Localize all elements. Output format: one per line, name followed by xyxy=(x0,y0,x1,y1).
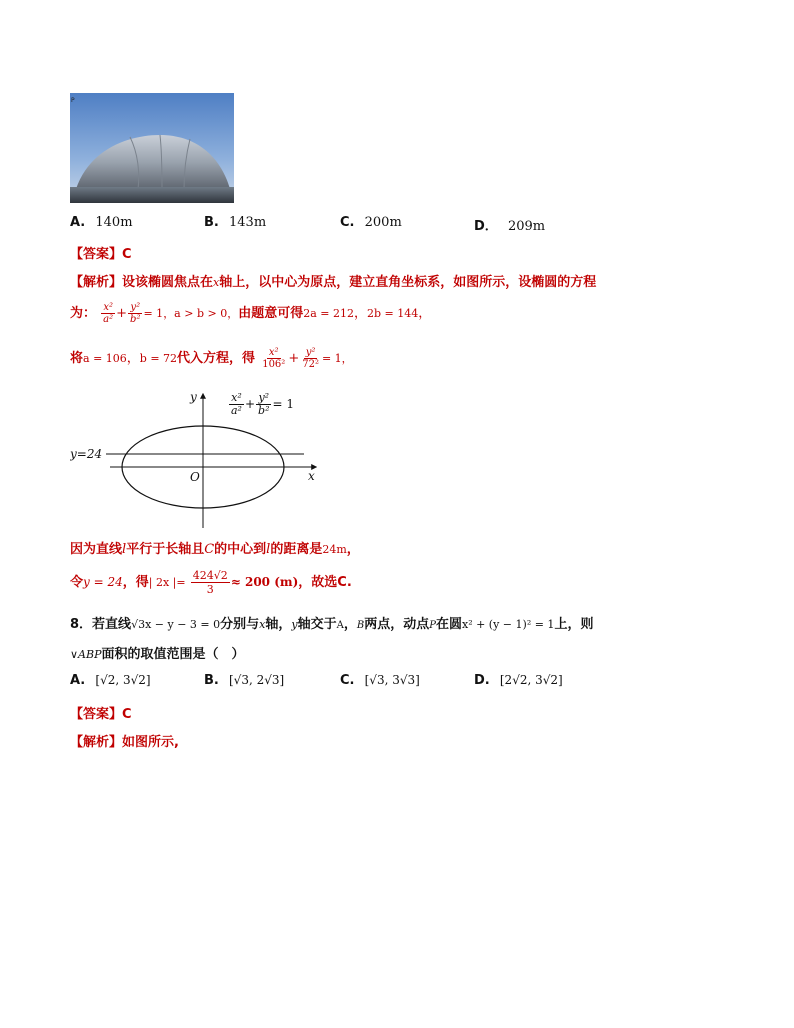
answer-value: C xyxy=(122,247,132,262)
fraction-x2-a2 xyxy=(229,392,244,417)
frac-num: y² xyxy=(258,391,270,404)
conclusion-text: 令 xyxy=(70,575,84,590)
frac-den: 106² xyxy=(262,359,286,370)
photo-corner-label: P xyxy=(71,97,75,104)
option-letter: B. xyxy=(204,673,219,688)
option-letter: D． xyxy=(474,219,498,234)
analysis-text: 由题意可得 xyxy=(238,306,304,321)
question-text: 在圆 xyxy=(435,617,462,632)
math-x: x xyxy=(259,618,266,631)
fraction-y2-72 xyxy=(300,347,321,370)
analysis-text: 代入方程，得 xyxy=(177,351,256,366)
point-p: P xyxy=(429,620,436,631)
separator: ， xyxy=(343,617,357,632)
q7-option-a[interactable] xyxy=(70,215,133,230)
equation: 2a = 212 xyxy=(303,307,354,320)
option-value: 200m xyxy=(364,215,402,230)
answer-choice: C. xyxy=(337,575,352,590)
analysis-label: 【解析】 xyxy=(70,735,123,750)
separator: ， xyxy=(418,306,432,321)
line-y24-label: y=24 xyxy=(70,447,103,461)
option-letter: A. xyxy=(70,673,86,688)
q8-stem-line2 xyxy=(70,643,245,662)
q8-stem-line1 xyxy=(70,613,593,632)
q8-option-d[interactable] xyxy=(474,673,563,688)
option-letter: B. xyxy=(204,215,219,230)
frac-den: 72² xyxy=(302,359,319,370)
analysis-label: 【解析】 xyxy=(70,275,123,290)
math-c: C xyxy=(204,542,215,557)
analysis-text: 将 xyxy=(70,351,84,366)
fraction-424sqrt2-3 xyxy=(191,569,230,596)
approx-value: ≈ 200 (m) xyxy=(230,575,299,589)
option-letter: C. xyxy=(340,215,355,230)
origin-label: O xyxy=(190,470,200,484)
diagram-equation: $\frac{\text{x²}}{\text{a²}}$ + $\frac{\text{y²}}{\text{b²}}$ = 1 xyxy=(231,391,294,417)
y-axis-label: y xyxy=(190,390,197,404)
question-text: 轴， xyxy=(265,617,292,632)
q8-option-c[interactable] xyxy=(340,673,420,688)
math-l: l xyxy=(122,542,127,557)
frac-den: a² xyxy=(103,314,114,325)
q7-option-b[interactable] xyxy=(204,215,266,230)
answer-label: 【答案】 xyxy=(70,707,123,722)
separator: ， xyxy=(346,542,360,557)
equation-rhs: = 1 xyxy=(143,307,164,320)
option-letter: D. xyxy=(474,673,490,688)
point-a: A xyxy=(336,620,344,631)
ellipse-building-image xyxy=(70,93,234,203)
frac-num: x² xyxy=(231,391,242,404)
q8-option-a[interactable] xyxy=(70,673,151,688)
math-y: y xyxy=(291,618,298,631)
q7-option-d[interactable] xyxy=(474,215,545,234)
frac-den: b² xyxy=(130,314,141,325)
q7-analysis-line3: 将a = 106，b = 72代入方程，得 $\frac{\text{x²}}{\text{106²}}$ + $\frac{\text{y²}}{\text{72²}}$ = 1， xyxy=(70,347,353,370)
answer-label: 【答案】 xyxy=(70,247,123,262)
equation: a = 106 xyxy=(83,352,127,365)
separator: ， xyxy=(126,351,140,366)
option-value: [2√2, 3√2] xyxy=(499,673,563,687)
option-value: 209m xyxy=(507,219,546,234)
frac-den: 3 xyxy=(206,583,214,596)
frac-num: 424√2 xyxy=(192,569,228,582)
analysis-text: 如图所示, xyxy=(122,735,179,750)
q7-option-c[interactable] xyxy=(340,215,402,230)
option-letter: A. xyxy=(70,215,86,230)
math-x: x xyxy=(213,276,220,289)
question-number: 8． xyxy=(70,617,93,632)
frac-den: a² xyxy=(231,404,242,417)
q7-analysis-line2: 为： $\frac{\text{x²}}{\text{a²}}$ + $\frac{\text{y²}}{\text{b²}}$ = 1，a > b > 0，由题意可得2a = 212，2b = 144， xyxy=(70,302,432,325)
question-text: 面积的取值范围是（ ） xyxy=(101,647,245,662)
condition: ，a > b > 0， xyxy=(163,307,239,320)
frac-num: x² xyxy=(268,347,279,358)
frac-num: y² xyxy=(305,347,316,358)
q8-option-b[interactable] xyxy=(204,673,284,688)
circle-equation: x² + (y − 1)² = 1 xyxy=(461,618,555,631)
equation: 2b = 144 xyxy=(367,307,419,320)
answer-value: C xyxy=(122,707,132,722)
option-value: [√2, 3√2] xyxy=(95,673,151,687)
math-l: l xyxy=(266,542,271,557)
distance-value: 24m xyxy=(322,543,347,556)
point-b: B xyxy=(356,620,365,631)
analysis-text: 轴上，以中心为原点，建立直角坐标系，如图所示，设椭圆的方程 xyxy=(219,275,597,290)
line-equation: √3x − y − 3 = 0 xyxy=(131,618,221,631)
equation: | 2x |= xyxy=(148,576,186,589)
option-letter: C. xyxy=(340,673,355,688)
question-text: 上，则 xyxy=(554,617,594,632)
equation: y = 24 xyxy=(83,575,123,589)
separator: ， xyxy=(354,306,368,321)
conclusion-text: 平行于长轴且 xyxy=(126,542,205,557)
analysis-text: 设该椭圆焦点在 xyxy=(122,275,214,290)
equation: b = 72 xyxy=(139,352,178,365)
fraction-y2-b2 xyxy=(128,302,142,325)
option-value: [√3, 3√3] xyxy=(364,673,420,687)
fraction-x2-106 xyxy=(260,347,287,370)
fraction-y2-b2 xyxy=(256,392,271,417)
frac-num: x² xyxy=(103,302,113,313)
q8-analysis xyxy=(70,731,179,750)
question-text: 轴交于 xyxy=(297,617,337,632)
question-text: 分别与 xyxy=(220,617,260,632)
conclusion-text: 的距离是 xyxy=(270,542,323,557)
frac-den: b² xyxy=(258,404,270,417)
question-text: 若直线 xyxy=(92,617,132,632)
conclusion-text: 的中心到 xyxy=(214,542,267,557)
equation-rhs: = 1 xyxy=(272,397,294,411)
q8-answer xyxy=(70,703,132,722)
ellipse-diagram xyxy=(70,388,330,530)
option-value: 143m xyxy=(229,215,267,230)
equation-rhs: = 1， xyxy=(321,352,353,365)
triangle-abp: ∨ABP xyxy=(70,648,102,661)
fraction-x2-a2 xyxy=(101,302,115,325)
x-axis-label: x xyxy=(308,469,315,483)
analysis-text: 为： xyxy=(70,306,97,321)
conclusion-text: ，故选 xyxy=(298,575,338,590)
q7-conclusion-line2 xyxy=(70,569,352,596)
frac-num: y² xyxy=(130,302,141,313)
building-photo xyxy=(70,93,234,203)
conclusion-text: 因为直线 xyxy=(70,542,123,557)
question-text: 两点，动点 xyxy=(364,617,430,632)
conclusion-text: ，得 xyxy=(122,575,149,590)
q7-conclusion-line1 xyxy=(70,538,360,557)
option-value: [√3, 2√3] xyxy=(229,673,285,687)
q7-answer xyxy=(70,243,132,262)
q7-analysis-line1 xyxy=(70,271,596,290)
option-value: 140m xyxy=(95,215,133,230)
